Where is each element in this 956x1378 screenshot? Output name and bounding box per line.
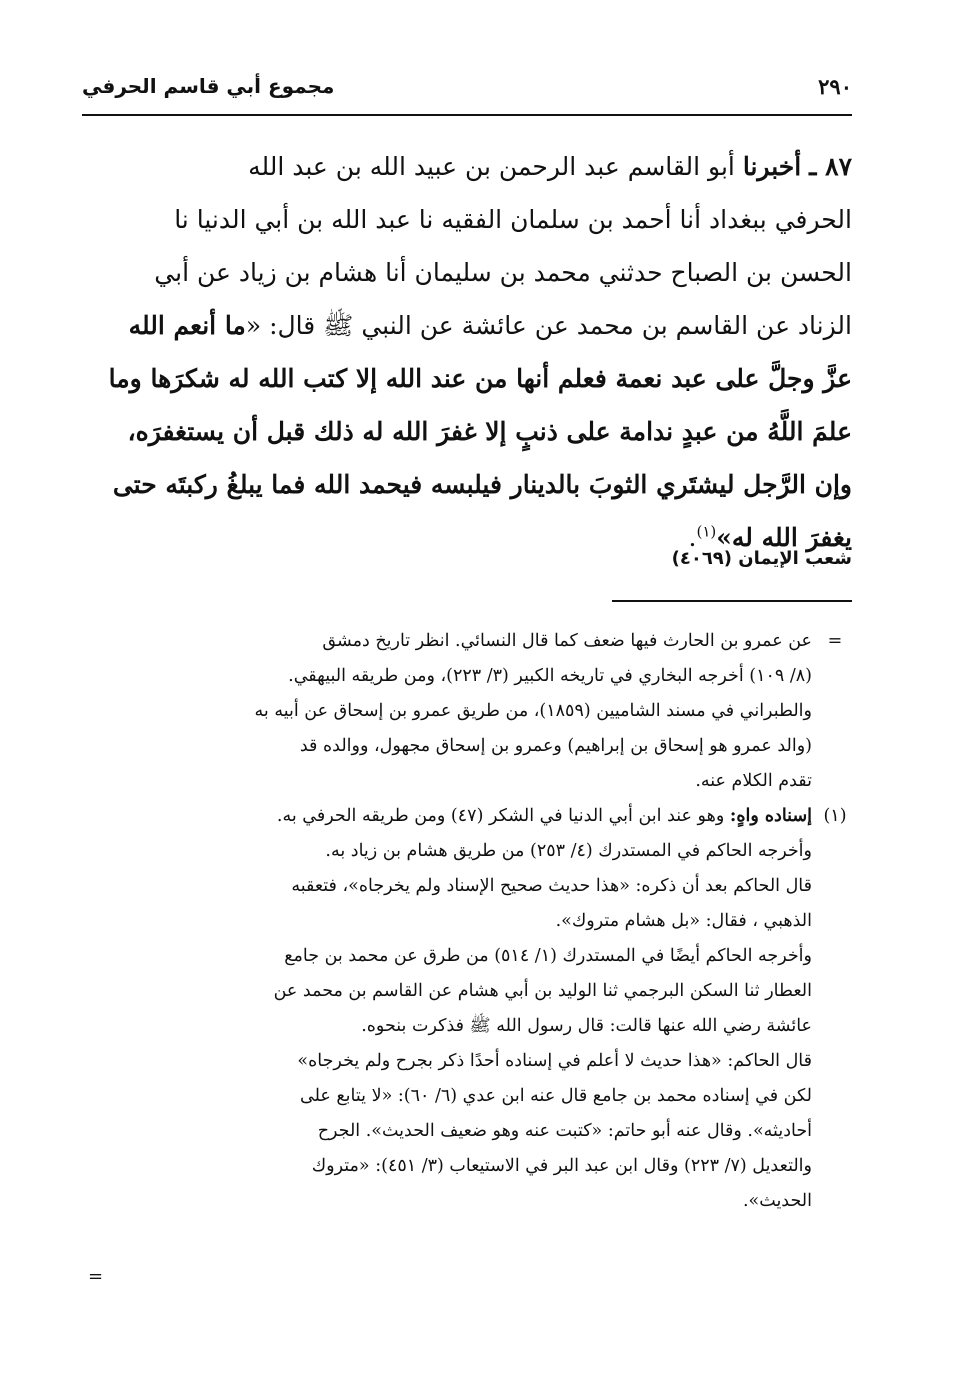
hadith-87 <box>82 140 852 564</box>
header-divider <box>82 114 852 116</box>
footnote-line: والطبراني في مسند الشاميين (١٨٥٩)، من طريق عمرو بن إسحاق عن أبيه به <box>254 701 812 721</box>
page-number: ٢٩٠ <box>818 74 852 99</box>
hadith-lead-word: أخبرنا <box>742 152 802 181</box>
footnote-1-line <box>80 799 852 834</box>
footnote-1-line: الحديث». <box>742 1191 812 1211</box>
footnote-text: عن عمرو بن الحارث فيها ضعف كما قال النسائي. انظر تاريخ دمشق <box>322 631 812 651</box>
continuation-mark: = <box>827 631 843 651</box>
hadith-matn: يغفرَ الله له» <box>716 523 852 552</box>
footnote-1-line: قال الحاكم بعد أن ذكره: «هذا حديث صحيح الإسناد ولم يخرجاه»، فتعقبه <box>291 876 812 896</box>
continued-mark: = <box>88 1266 104 1287</box>
source-reference: شعب الإيمان (٤٠٦٩) <box>671 548 852 569</box>
hadith-matn-line: علمَ اللَّهُ من عبدٍ ندامة على ذنبٍ إلا غفرَ الله له ذلك قبل أن يستغفرَه، <box>127 417 852 446</box>
footnote-1-line: الذهبي ، فقال: «بل هشام متروك». <box>555 911 812 931</box>
footnote-1-line: عائشة رضي الله عنها قالت: قال رسول الله ﷺ فذكرت بنحوه. <box>361 1016 812 1036</box>
footnote-1-line: وأخرجه الحاكم في المستدرك (٤/ ٢٥٣) من طريق هشام بن زياد به. <box>325 841 812 861</box>
footnote-1-heading: إسناده واهٍ: <box>729 806 812 826</box>
page-header <box>82 62 852 114</box>
footnote-line: (والد عمرو هو إسحاق بن إبراهيم) وعمرو بن إسحاق مجهول، ووالده قد <box>299 736 812 756</box>
footnote-1-line: أحاديثه». وقال عنه أبو حاتم: «كتبت عنه وهو ضعيف الحديث». الجرح <box>317 1121 812 1141</box>
footnote-1-line: والتعديل (٧/ ٢٢٣) وقال ابن عبد البر في الاستيعاب (٣/ ٤٥١): «متروك <box>311 1156 812 1176</box>
footnote-divider <box>612 600 852 602</box>
footnote-1-line: العطار ثنا السكن البرجمي ثنا الوليد بن أبي هشام عن القاسم بن محمد عن <box>273 981 812 1001</box>
footnote-1-line: قال الحاكم: «هذا حديث لا أعلم في إسناده أحدًا ذكر بجرح ولم يخرجاه» <box>297 1051 812 1071</box>
hadith-matn-line: عزَّ وجلَّ على عبد نعمة فعلم أنها من عند الله إلا كتب الله له شكرَها وما <box>108 364 852 393</box>
footnote-line: (٨/ ١٠٩) أخرجه البخاري في تاريخه الكبير (٣/ ٢٢٣)، ومن طريقه البيهقي. <box>288 666 812 686</box>
running-title: مجموع أبي قاسم الحرفي <box>82 74 335 98</box>
hadith-line <box>82 140 852 193</box>
hadith-end: . <box>688 523 697 552</box>
hadith-matn-line: وإن الرَّجل ليشتَري الثوبَ بالدينار فيلبسه فيحمد الله فما يبلغُ ركبتَه حتى <box>112 470 852 499</box>
footnote-1-line: وأخرجه الحاكم أيضًا في المستدرك (١/ ٥١٤) من طرق عن محمد بن جامع <box>284 946 812 966</box>
hadith-text: الزناد عن القاسم بن محمد عن عائشة عن النبي ﷺ قال: « <box>245 311 852 340</box>
footnote-text: وهو عند ابن أبي الدنيا في الشكر (٤٧) ومن طريقه الحرفي به. <box>276 806 725 826</box>
footnote-1-mark: (١) <box>823 806 847 826</box>
footnote-line <box>80 624 852 659</box>
hadith-number: ٨٧ ـ <box>809 152 852 181</box>
hadith-line: الحسن بن الصباح حدثني محمد بن سليمان أنا هشام بن زياد عن أبي <box>154 258 852 287</box>
hadith-text: أبو القاسم عبد الرحمن بن عبيد الله بن عبد الله <box>248 152 735 181</box>
hadith-matn: ما أنعم الله <box>128 311 246 340</box>
footnote-reference[interactable]: (١) <box>696 522 717 541</box>
footnote-1-line: لكن في إسناده محمد بن جامع قال عنه ابن عدي (٦/ ٦٠): «لا يتابع على <box>299 1086 812 1106</box>
footnote-line: تقدم الكلام عنه. <box>695 771 812 791</box>
hadith-line <box>82 299 852 352</box>
footnotes <box>80 624 852 1219</box>
hadith-line: الحرفي ببغداد أنا أحمد بن سلمان الفقيه نا عبد الله بن أبي الدنيا نا <box>174 205 852 234</box>
